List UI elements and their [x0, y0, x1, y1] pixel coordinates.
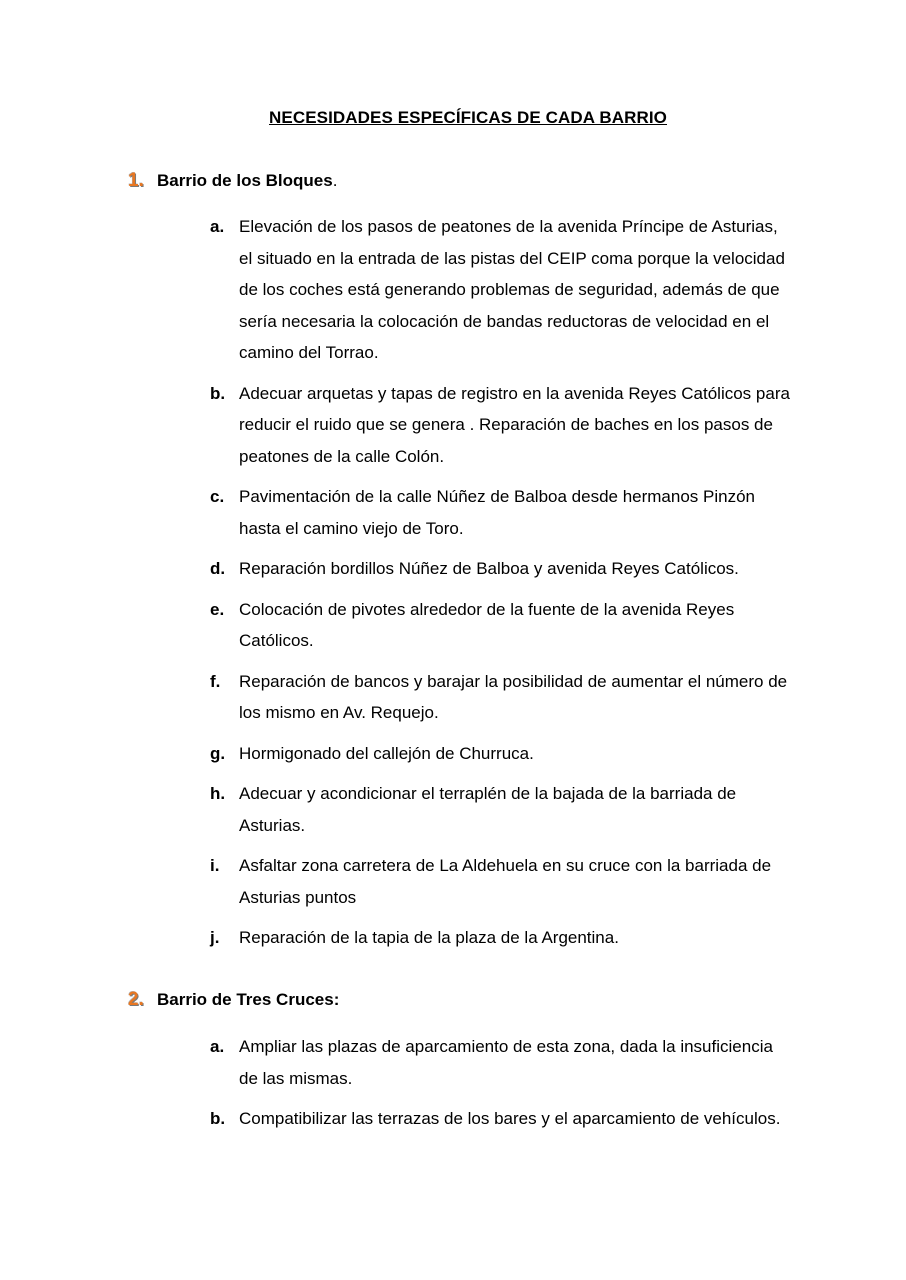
list-item	[210, 778, 790, 841]
item-letter: a.	[210, 1037, 225, 1056]
item-text: Ampliar las plazas de aparcamiento de esta zona, dada la insuficiencia de las mismas.	[239, 1037, 773, 1088]
list-item	[210, 594, 790, 657]
section-heading-bloques	[128, 170, 337, 192]
item-letter: g.	[210, 743, 226, 763]
item-text: Hormigonado del callejón de Churruca.	[239, 743, 534, 763]
item-text: Adecuar arquetas y tapas de registro en la avenida Reyes Católicos para reducir el ruido que se genera . Reparación de baches en los pasos de peatones de la calle Colón.	[239, 383, 790, 466]
item-text: Reparación bordillos Núñez de Balboa y avenida Reyes Católicos.	[239, 559, 739, 578]
item-letter: d.	[210, 559, 226, 578]
item-text: Asfaltar zona carretera de La Aldehuela en su cruce con la barriada de Asturias puntos	[239, 856, 772, 907]
item-letter: c.	[210, 487, 225, 506]
item-text: Reparación de la tapia de la plaza de la Argentina.	[239, 928, 619, 947]
list-item	[210, 1103, 790, 1135]
list-item	[210, 211, 790, 369]
list-item	[210, 922, 790, 954]
item-letter: e.	[210, 599, 225, 619]
item-letter: i.	[210, 856, 220, 875]
section-number: 1.	[128, 170, 144, 191]
item-text: Colocación de pivotes alrededor de la fuente de la avenida Reyes Católicos.	[239, 599, 735, 650]
item-letter: b.	[210, 1109, 226, 1128]
list-item	[210, 738, 790, 770]
section-number: 2.	[128, 989, 144, 1010]
item-letter: j.	[210, 928, 220, 947]
section-title-suffix: .	[332, 171, 338, 190]
item-text: Adecuar y acondicionar el terraplén de la bajada de la barriada de Asturias.	[239, 784, 737, 835]
section-title: Barrio de Tres Cruces:	[157, 990, 340, 1009]
list-item	[210, 481, 790, 544]
list-item	[210, 666, 790, 729]
item-letter: h.	[210, 784, 226, 803]
section-title: Barrio de los Bloques	[157, 171, 333, 190]
item-text: Pavimentación de la calle Núñez de Balboa desde hermanos Pinzón hasta el camino viejo de Toro.	[239, 487, 755, 538]
list-item	[210, 1031, 790, 1094]
section-list-bloques	[210, 211, 790, 963]
item-text: Reparación de bancos y barajar la posibilidad de aumentar el número de los mismo en Av. Requejo.	[239, 671, 788, 722]
list-item	[210, 378, 790, 473]
item-letter: f.	[210, 671, 221, 691]
item-text: Compatibilizar las terrazas de los bares y el aparcamiento de vehículos.	[239, 1109, 781, 1128]
item-letter: a.	[210, 217, 225, 236]
item-letter: b.	[210, 383, 226, 403]
page-title: NECESIDADES ESPECÍFICAS DE CADA BARRIO	[269, 108, 667, 127]
item-text: Elevación de los pasos de peatones de la avenida Príncipe de Asturias, el situado en la entrada de las pistas del CEIP coma porque la velocidad de los coches está generando problemas de seguridad, además de que sería necesaria la colocación de bandas reductoras de velocidad en el camino del Torrao.	[239, 217, 785, 362]
section-heading-tres-cruces	[128, 989, 339, 1011]
list-item	[210, 850, 790, 913]
list-item	[210, 553, 790, 585]
section-list-tres-cruces	[210, 1031, 790, 1144]
